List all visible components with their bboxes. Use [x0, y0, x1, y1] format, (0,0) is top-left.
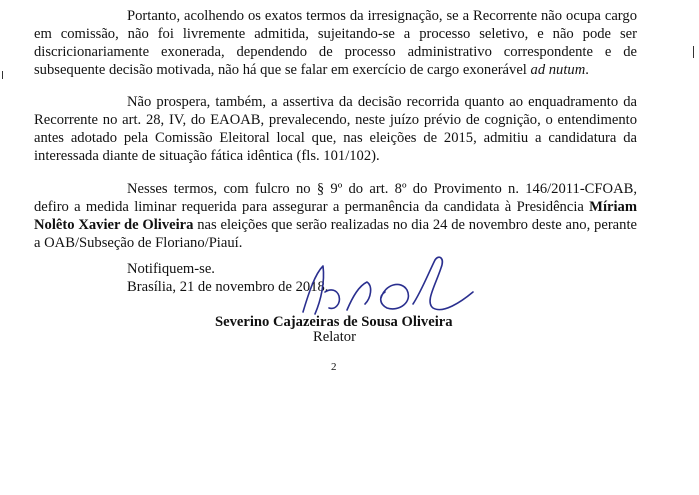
place-date-line: Brasília, 21 de novembro de 2018.	[127, 279, 329, 295]
ad-nutum-italic: ad nutum	[530, 62, 586, 78]
paragraph-1-end: .	[585, 62, 589, 78]
paragraph-3-text-before: Nesses termos, com fulcro no § 9º do art. 8º do Provimento n. 146/2011-CFOAB, defiro a medida liminar requerida para assegurar a permanência da candidata à Presidência	[34, 181, 637, 215]
right-edge-mark	[693, 46, 694, 58]
paragraph-irresignacao	[34, 7, 637, 79]
signer-role: Relator	[313, 329, 356, 345]
signature-stroke-4	[381, 284, 409, 308]
candidate-name: Míriam Nolêto Xavier de Oliveira	[34, 199, 637, 233]
signature-stroke-3	[347, 282, 371, 310]
paragraph-enquadramento	[34, 93, 637, 165]
paragraph-2-text: Não prospera, também, a assertiva da decisão recorrida quanto ao enquadramento da Recorrente no art. 28, IV, do EAOAB, prevalecendo, neste juízo prévio de cognição, o entendimento antes adotado pela Comissão Eleitoral local que, nas eleições de 2015, admitiu a candidatura da interessada diante de situação fática idêntica (fls. 101/102).	[34, 94, 637, 164]
paragraph-decisao	[34, 180, 637, 252]
paragraph-3-text-after: nas eleições que serão realizadas no dia 24 de novembro deste ano, perante a OAB/Subseção de Floriano/Piauí.	[34, 217, 637, 251]
left-edge-mark	[2, 71, 3, 79]
signature-stroke-5	[413, 257, 473, 309]
notify-line: Notifiquem-se.	[127, 261, 215, 277]
signature-stroke-2	[325, 290, 339, 308]
paragraph-1-text: Portanto, acolhendo os exatos termos da irresignação, se a Recorrente não ocupa cargo em comissão, não foi livremente admitida, sujeitando-se a processo seletivo, e não pode ser discricionariamente exonerada, dependendo de processo administrativo correspondente e de subsequente decisão motivada, não há que se falar em exercício de cargo exonerável	[34, 8, 637, 78]
page-number: 2	[331, 361, 337, 373]
signer-name: Severino Cajazeiras de Sousa Oliveira	[215, 314, 453, 330]
signature-stroke-1	[303, 266, 324, 314]
